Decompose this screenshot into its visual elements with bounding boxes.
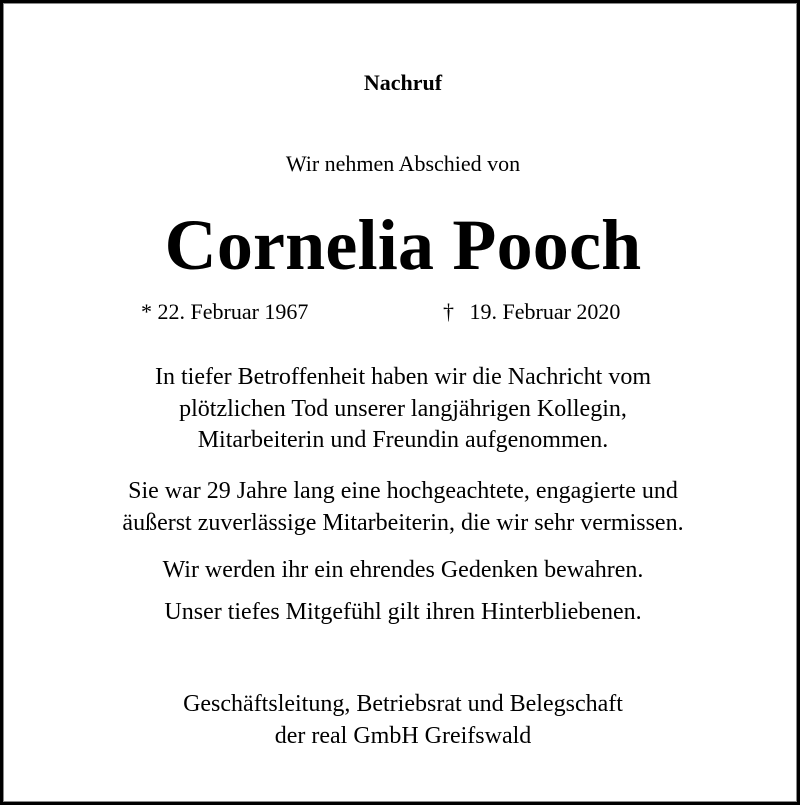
death-date: 19. Februar 2020 [469,299,621,324]
birth-date: 22. Februar 1967 [157,299,309,324]
signature-line: Geschäftsleitung, Betriebsrat und Belegschaft [183,691,623,717]
paragraph-line: äußerst zuverlässige Mitarbeiterin, die wir sehr vermissen. [122,509,684,536]
birth-star-icon: * [141,299,152,324]
notice-heading: Nachruf [363,70,443,95]
death-dagger-icon: † [443,299,454,324]
paragraph-line: Mitarbeiterin und Freundin aufgenommen. [197,427,609,453]
paragraph-line: plötzlichen Tod unserer langjährigen Kollegin, [179,395,627,422]
paragraph-tribute [3,476,800,539]
paragraph-condolence-news [3,362,800,457]
paragraph-line: In tiefer Betroffenheit haben wir die Nachricht vom [154,364,652,390]
paragraph-line: Unser tiefes Mitgefühl gilt ihren Hinterbliebenen. [164,599,642,625]
signature-block [3,688,800,752]
signature-line: der real GmbH Greifswald [274,723,532,749]
paragraph-line: Sie war 29 Jahre lang eine hochgeachtete, engagierte und [128,478,678,504]
birth-date-group [141,301,308,323]
paragraph-line: Wir werden ihr ein ehrendes Gedenken bewahren. [162,557,644,583]
paragraph-remembrance [3,558,800,582]
paragraph-sympathy [3,600,800,624]
deceased-name: Cornelia Pooch [164,205,642,285]
death-date-group [443,301,620,323]
intro-line: Wir nehmen Abschied von [285,151,521,176]
